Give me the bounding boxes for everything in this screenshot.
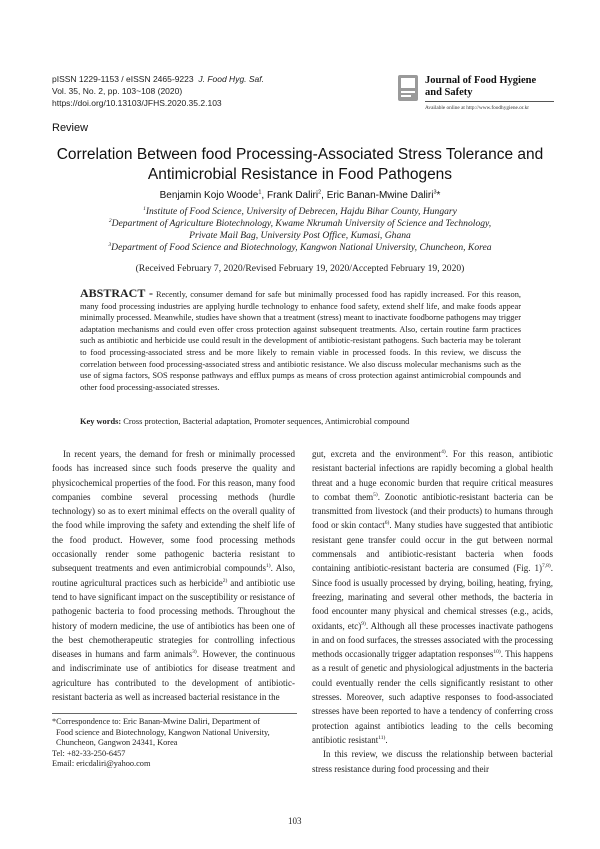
citation-ref[interactable]: 11) — [378, 734, 386, 741]
citation-ref[interactable]: 3) — [192, 649, 197, 656]
affiliation-3: $^3$Department of Food Science and Biotechnology, Kangwon National University, Chuncheon, Korea — [108, 241, 492, 253]
citation-ref[interactable]: 10) — [493, 649, 501, 656]
author-1: Benjamin Kojo Woode — [159, 190, 259, 201]
author-2: Frank Daliri — [266, 190, 319, 201]
journal-masthead — [396, 73, 556, 119]
citation-ref[interactable]: 1) — [265, 563, 271, 570]
keywords — [80, 417, 521, 426]
footnote-divider — [52, 713, 297, 714]
journal-url[interactable]: Available online at http://www.foodhygiene.or.kr — [425, 105, 529, 111]
journal-name: Journal of Food Hygiene and Safety — [425, 75, 537, 98]
journal-logo-icon — [396, 73, 420, 103]
journal-divider — [425, 101, 554, 102]
article-title: Correlation Between food Processing-Associated Stress Tolerance and Antimicrobial Resistance in Food Pathogens — [56, 146, 544, 183]
correspondence-email[interactable]: Email: ericdaliri@yahoo.com — [52, 759, 151, 768]
page-number: 103 — [288, 816, 302, 826]
bibliographic-info — [52, 73, 264, 109]
body-paragraph: In recent years, the demand for fresh or minimally processed foods has increased since such foods preserve the quality and physicochemical properties of the food. For this reason, many food companies combine several processing methods (hurdle technology) so as to exert minimal effects on the overall quality of the food while improving the safety and extending the shelf life of the food product. However, some food processing methods occasionally render some pathogenic bacteria resistant to subsequent treatments and even antimicrobial compounds$^{1)}$. Also, routine agricultural practices such as herbicide$^{2)}$ and antibiotic use tend to have significant impact on the susceptibility or resistance of pathogenic bacteria to food processing methods. Throughout the history of modern medicine, the use of antibiotics has been one of the best chemotherapeutic strategies for controlling infectious diseases in humans and farm animals$^{3)}$. However, the continuous and indiscriminate use of antibiotics for disease treatment and agriculture has contributed to the development of antibiotic-resistant bacteria as well as increased bacterial resistance in the — [52, 449, 296, 703]
journal-abbrev: J. Food Hyg. Saf. — [198, 74, 265, 84]
citation-ref[interactable]: 9) — [361, 620, 366, 627]
correspondence-footnote: *Correspondence to: Eric Banan-Mwine Daliri, Department of Food science and Biotechnology, Kangwon National University, Chuncheon, Gangwon 24341, Korea Tel: +82-33-250-6457 Email: ericdaliri@yahoo.com — [52, 717, 297, 770]
doi-link[interactable]: https://doi.org/10.13103/JFHS.2020.35.2.103 — [52, 98, 222, 108]
issn-line: pISSN 1229-1153 / eISSN 2465-9223 — [52, 74, 194, 84]
affiliation-1: $^1$Institute of Food Science, University of Debrecen, Hajdu Bihar County, Hungary — [143, 205, 457, 217]
section-label: Review — [52, 122, 89, 134]
citation-ref[interactable]: 2) — [222, 577, 228, 584]
volume-line: Vol. 35, No. 2, pp. 103~108 (2020) — [52, 86, 183, 96]
author-3: Eric Banan-Mwine Daliri — [326, 190, 434, 201]
citation-ref[interactable]: 5) — [373, 491, 378, 498]
body-paragraph: In this review, we discuss the relationship between bacterial stress resistance during food processing and their — [312, 749, 553, 774]
abstract — [80, 288, 521, 393]
body-column-right — [312, 447, 553, 776]
body-column-left — [52, 447, 295, 704]
received-dates: (Received February 7, 2020/Revised February 19, 2020/Accepted February 19, 2020) — [135, 263, 465, 274]
affiliation-2-cont: Private Mail Bag, University Post Office, Kumasi, Ghana — [189, 230, 411, 241]
keywords-label: Key words: — [80, 417, 122, 426]
author-list: Benjamin Kojo Woode$^1$, Frank Daliri$^2$, Eric Banan-Mwine Daliri$^3$* — [159, 189, 441, 201]
affiliations — [40, 206, 560, 254]
keywords-text: Cross protection, Bacterial adaptation, Promoter sequences, Antimicrobial compound — [121, 417, 410, 426]
abstract-text: Recently, consumer demand for safe but minimally processed food has rapidly increased. For this reason, many food processing industries are applying hurdle technology to enhance food safety, extend shelf life, and make foods appear minimally processed. Meanwhile, studies have shown that a treatment (stress) meant to inactivate foodborne pathogens may trigger adaptation mechanisms and could even offer cross protection against subsequent treatments. Also, certain routine farm practices such as antibiotic and herbicide use could result in the development of antibiotic-resistant pathogens. Such bacteria may be tolerant to food processing-associated stress and be more likely to remain viable in processed foods. In this review, we discuss the correlation between food processing-associated stress and antibiotic resistance. We also discuss molecular mechanisms such as the use of sigma factors, SOS response pathways and efflux pumps as means of cross protection against antimicrobial compounds and other food processing-associated stresses. — [80, 290, 521, 392]
citation-ref[interactable]: 6) — [384, 520, 390, 527]
citation-ref[interactable]: 4) — [441, 449, 446, 455]
citation-ref[interactable]: 7,8) — [542, 563, 551, 570]
body-paragraph: gut, excreta and the environment$^{4)}$. For this reason, antibiotic resistant bacterial infections are rapidly becoming a global health threat and a huge economic burden that require critical measures to combat them$^{5)}$. Zoonotic antibiotic-resistant bacteria can be transmitted from livestock (and their products) to humans through food or skin contact$^{6)}$. Many studies have suggested that antibiotic resistant gene transfer could occur in the gut between normal commensals and antibiotic-resistant bacteria when foods containing antibiotic-resistant bacteria are consumed (Fig. 1)$^{7,8)}$. Since food is usually processed by drying, boiling, heating, frying, freezing, marinating and several other methods, the bacteria in food encounter many physical and chemical stresses (e.g., acids, oxidants, etc)$^{9)}$. Although all these processes inactivate pathogens in and on food surfaces, the stresses associated with the processing methods occasionally trigger adaptation responses$^{10)}$. This happens as a result of genetic and physiological adjustments in the bacteria could eventually render the cells significantly resistant to other stresses. Moreover, such adaptive responses to food-associated stresses have been reported to have a tendency of conferring cross protection against antibiotics leading to the cells becoming antibiotic resistant$^{11)}$. — [312, 449, 553, 745]
abstract-heading: ABSTRACT - — [80, 286, 154, 300]
affiliation-2: $^2$Department of Agriculture Biotechnology, Kwame Nkrumah University of Science and Technology, — [108, 217, 492, 229]
